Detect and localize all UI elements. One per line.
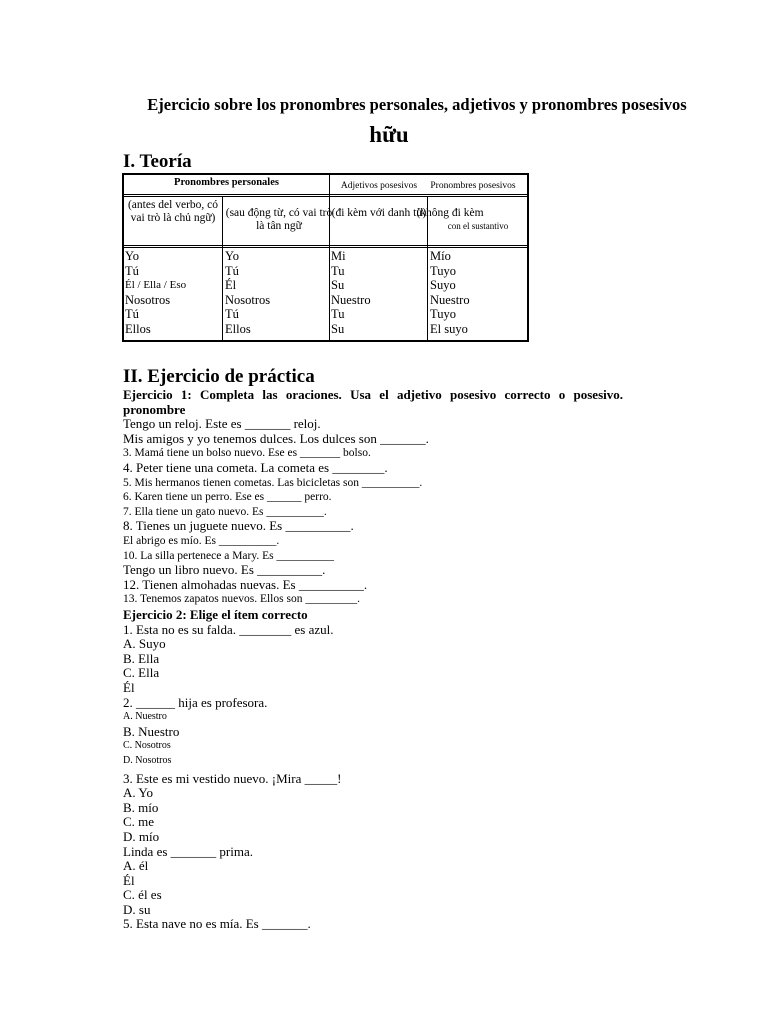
table-cell: Él [225,278,237,293]
answer-option: A. él [123,858,149,874]
table-cell: Tú [125,263,139,278]
answer-option: C. me [123,814,155,830]
document-subtitle: hữu [369,122,409,147]
column-pronombres-objeto [225,249,270,337]
table-cell: El suyo [430,321,468,336]
answer-option: A. Yo [123,785,153,801]
header-pronombres-posesivos: Pronombres posesivos [430,181,516,191]
document-title: Ejercicio sobre los pronombres personales, adjetivos y pronombres posesivos [147,95,687,114]
subheader-col1: (antes del verbo, có vai trò là chủ ngữ) [127,199,219,225]
table-cell: Tuyo [430,263,456,278]
table-cell: Yo [125,249,140,263]
exercise-line: 5. Esta nave no es mía. Es _______. [123,916,311,932]
exercise-2 [123,608,623,932]
answer-option: D. su [123,901,151,917]
exercise-line: 5. Mis hermanos tienen cometas. Las bicicletas son __________. [123,476,423,489]
table-cell: Tu [331,307,345,322]
table-rule-1 [122,194,529,195]
exercise-line: Mis amigos y yo tenemos dulces. Los dulces son _______. [123,430,429,446]
exercise-line: Tengo un libro nuevo. Es __________. [123,562,326,578]
exercise-line: 3. Mamá tiene un bolso nuevo. Ese es _______ bolso. [123,447,371,460]
table-cell: Su [331,278,345,293]
column-pronombres-sujeto [125,249,186,337]
table-col-sep-2 [329,173,330,342]
table-cell: Suyo [430,278,456,293]
table-border-top [122,173,529,175]
answer-option: B. Nuestro [123,723,180,739]
answer-option: Él [123,679,135,695]
exercise-line: 10. La silla pertenece a Mary. Es __________ [123,549,334,562]
pronoun-table [122,173,529,342]
answer-option: B. mío [123,799,159,815]
table-cell: Nuestro [430,292,470,307]
exercise-line: 13. Tenemos zapatos nuevos. Ellos son _________. [123,593,360,606]
exercise-line: 2. ______ hija es profesora. [123,694,268,710]
exercise-2-heading: Ejercicio 2: Elige el ítem correcto [123,607,308,622]
table-rule-3 [122,245,529,246]
exercise-line: 1. Esta no es su falda. ________ es azul. [123,621,334,637]
exercise-line: Tengo un reloj. Este es _______ reloj. [123,416,321,432]
table-cell: Ellos [225,321,251,336]
answer-option: C. él es [123,887,162,903]
table-cell: Yo [225,249,240,263]
table-cell: Mío [430,249,451,263]
table-cell: Tuyo [430,307,456,322]
exercise-line: El abrigo es mío. Es __________. [123,534,280,547]
answer-option: Él [123,872,135,888]
exercise-1-heading: Ejercicio 1: Completa las oraciones. Usa el adjetivo posesivo correcto o posesivo. [123,387,623,402]
answer-option: B. Ella [123,650,160,666]
answer-option: A. Nuestro [123,711,167,723]
section-heading-teoria: I. Teoría [123,151,192,172]
table-cell: Tú [225,263,239,278]
table-cell: Nosotros [125,292,171,307]
column-adjetivos-posesivos [331,249,371,337]
table-cell: Nosotros [225,292,271,307]
column-pronombres-posesivos [430,249,470,337]
table-rule-2 [122,196,529,197]
answer-option: C. Ella [123,665,160,681]
answer-option: D. Nosotros [123,754,172,766]
exercise-1-heading-cont: pronombre [123,401,186,417]
exercise-line: Linda es _______ prima. [123,843,253,859]
table-cell: Él / Ella / Eso [125,279,187,292]
exercise-line: 7. Ella tiene un gato nuevo. Es __________. [123,505,327,518]
table-cell: Su [331,321,345,336]
exercise-line: 4. Peter tiene una cometa. La cometa es ________. [123,459,388,475]
exercise-line: 3. Este es mi vestido nuevo. ¡Mira _____! [123,770,342,786]
table-cell: Tú [125,307,139,322]
table-cell: Nuestro [331,292,371,307]
table-cell: Mi [331,249,346,263]
exercise-line: 6. Karen tiene un perro. Ese es ______ perro. [123,491,332,504]
exercise-line: 12. Tienen almohadas nuevas. Es __________. [123,576,368,592]
table-cell: Ellos [125,321,151,336]
answer-option: A. Suyo [123,636,166,652]
subheader-col4b: con el sustantivo [447,221,509,231]
section-heading-practica: II. Ejercicio de práctica [123,366,315,387]
header-adjetivos-posesivos: Adjetivos posesivos [340,181,418,191]
subheader-col2: (sau động từ, có vai trò là tân ngữ [225,207,333,233]
table-rule-4 [122,247,529,248]
subheader-col4: (không đi kèm [416,207,484,219]
exercise-line: 8. Tienes un juguete nuevo. Es __________. [123,518,354,534]
table-cell: Tu [331,263,345,278]
table-border-right [527,173,529,342]
table-cell: Tú [225,307,239,322]
header-pronombres-personales: Pronombres personales [174,177,279,188]
answer-option: D. mío [123,828,160,844]
answer-option: C. Nosotros [123,740,171,752]
subheader-col3: (đi kèm với danh từ) [331,207,427,219]
table-border-bottom [122,340,529,342]
exercise-1 [123,388,623,607]
